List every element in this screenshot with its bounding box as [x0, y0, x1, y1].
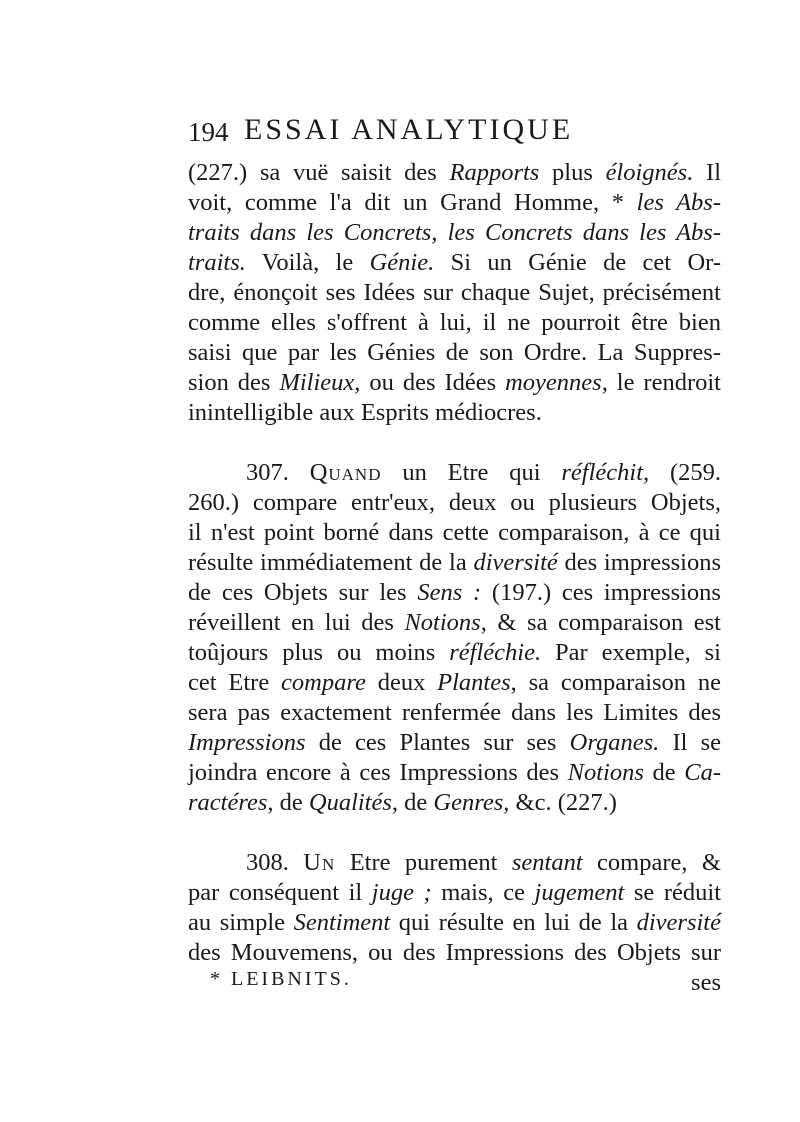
- text-fragment: les Concrets dans les Abs-: [447, 219, 721, 246]
- text-fragment: compare, &: [582, 849, 721, 876]
- text-fragment: compare: [281, 669, 366, 696]
- text-fragment: traits dans les Concrets,: [188, 219, 438, 246]
- text-line: [188, 788, 721, 818]
- text-line: [188, 578, 721, 608]
- text-fragment: diversité: [636, 909, 721, 936]
- text-line: [188, 668, 721, 698]
- text-fragment: un Etre qui: [381, 459, 562, 486]
- paragraph-308-start: [188, 848, 721, 878]
- text-fragment: réfléchie.: [449, 639, 542, 666]
- text-line: il n'est point borné dans cette comparaison, à ce qui: [188, 519, 721, 546]
- paragraph-307-start: [188, 458, 721, 488]
- text-fragment: diversité: [473, 549, 558, 576]
- text-line: inintelligible aux Esprits médiocres.: [188, 399, 542, 426]
- text-fragment: deux: [365, 669, 438, 696]
- text-fragment: Milieux,: [279, 369, 361, 396]
- text-fragment: , sa comparaison ne: [510, 669, 721, 696]
- text-fragment: Sens :: [417, 579, 482, 606]
- text-fragment: joindra encore à ces Impressions des: [188, 759, 568, 786]
- text-fragment: des impressions: [557, 549, 721, 576]
- text-line: [188, 608, 721, 638]
- catchword: ses: [691, 969, 721, 996]
- text-fragment: qui résulte en lui de la: [390, 909, 637, 936]
- text-fragment: de ces Plantes sur ses: [305, 729, 570, 756]
- text-fragment: Qualités,: [308, 789, 399, 816]
- text-fragment: Plantes: [437, 669, 511, 696]
- text-fragment: (197.) ces impressions: [481, 579, 721, 606]
- text-fragment: Voilà, le: [245, 249, 370, 276]
- paragraph-gap: [188, 818, 721, 848]
- text-line: saisi que par les Génies de son Ordre. La Suppres-: [188, 339, 721, 366]
- text-fragment: (259.: [649, 459, 721, 486]
- text-fragment: Genres,: [433, 789, 510, 816]
- text-fragment: Sentiment: [293, 909, 391, 936]
- running-title: ESSAI ANALYTIQUE: [244, 113, 574, 146]
- text-fragment: réveillent en lui des: [188, 609, 405, 636]
- text-line: [188, 158, 721, 188]
- text-fragment: Si un Génie de cet Or-: [434, 249, 721, 276]
- text-line: comme elles s'offrent à lui, il ne pourroit être bien: [188, 309, 721, 336]
- text-fragment: & sa comparaison est: [486, 609, 721, 636]
- text-fragment: Ca-: [684, 759, 722, 786]
- paragraph-gap: [188, 428, 721, 458]
- text-fragment: se réduit: [624, 879, 721, 906]
- text-fragment: Il: [693, 159, 722, 186]
- text-line: 260.) compare entr'eux, deux ou plusieurs Objets,: [188, 489, 721, 516]
- text-fragment: ou des Idées: [360, 369, 506, 396]
- text-fragment: Génie.: [369, 249, 435, 276]
- text-fragment: Un: [303, 849, 336, 876]
- text-fragment: Par exemple, si: [541, 639, 721, 666]
- text-fragment: juge ;: [371, 879, 432, 906]
- text-fragment: de ces Objets sur les: [188, 579, 418, 606]
- text-fragment: &c. (227.): [509, 789, 617, 816]
- text-fragment: Organes.: [569, 729, 660, 756]
- text-fragment: Notions: [567, 759, 644, 786]
- text-line: des Mouvemens, ou des Impressions des Objets sur: [188, 939, 721, 966]
- text-line: [188, 728, 721, 758]
- paragraph-number: 307.: [246, 459, 289, 486]
- text-fragment: toûjours plus ou moins: [188, 639, 450, 666]
- text-line: [188, 908, 721, 938]
- text-fragment: sion des: [188, 369, 280, 396]
- text-line: [188, 368, 721, 398]
- text-fragment: résulte immédiatement de la: [188, 549, 474, 576]
- text-fragment: voit, comme l'a dit un Grand Homme, *: [188, 189, 637, 216]
- text-line: [188, 878, 721, 908]
- text-fragment: par conséquent il: [188, 879, 372, 906]
- text-fragment: Impressions: [188, 729, 306, 756]
- text-fragment: plus: [539, 159, 606, 186]
- text-fragment: Etre purement: [335, 849, 512, 876]
- text-fragment: de: [398, 789, 434, 816]
- text-line: [188, 548, 721, 578]
- text-fragment: Il se: [659, 729, 721, 756]
- text-fragment: éloignés.: [605, 159, 694, 186]
- text-fragment: ractéres,: [188, 789, 274, 816]
- text-fragment: moyennes,: [505, 369, 608, 396]
- paragraph-number: 308.: [246, 849, 289, 876]
- text-line: [188, 638, 721, 668]
- text-fragment: le rendroit: [607, 369, 721, 396]
- text-fragment: réfléchit,: [561, 459, 650, 486]
- text-line: sera pas exactement renfermée dans les Limites des: [188, 699, 721, 726]
- text-fragment: de: [273, 789, 309, 816]
- page-number: 194: [188, 117, 229, 147]
- text-fragment: de: [643, 759, 685, 786]
- text-fragment: Quand: [309, 459, 382, 486]
- text-line: [188, 218, 721, 248]
- page-body: [188, 158, 721, 998]
- text-fragment: au simple: [188, 909, 294, 936]
- text-fragment: cet Etre: [188, 669, 282, 696]
- footnote: * LEIBNITS.: [210, 968, 352, 990]
- text-fragment: Rapports: [449, 159, 540, 186]
- text-fragment: mais, ce: [431, 879, 535, 906]
- text-fragment: traits.: [188, 249, 246, 276]
- text-line: dre, énonçoit ses Idées sur chaque Sujet, précisément: [188, 279, 721, 306]
- text-line: [188, 188, 721, 218]
- page-header: [188, 113, 728, 153]
- text-line: [188, 248, 721, 278]
- text-fragment: les Abs-: [636, 189, 722, 216]
- text-line: [188, 758, 721, 788]
- text-fragment: jugement: [534, 879, 625, 906]
- text-fragment: sentant: [511, 849, 583, 876]
- text-fragment: [437, 219, 447, 246]
- text-fragment: (227.) sa vuë saisit des: [188, 159, 450, 186]
- text-fragment: Notions,: [404, 609, 487, 636]
